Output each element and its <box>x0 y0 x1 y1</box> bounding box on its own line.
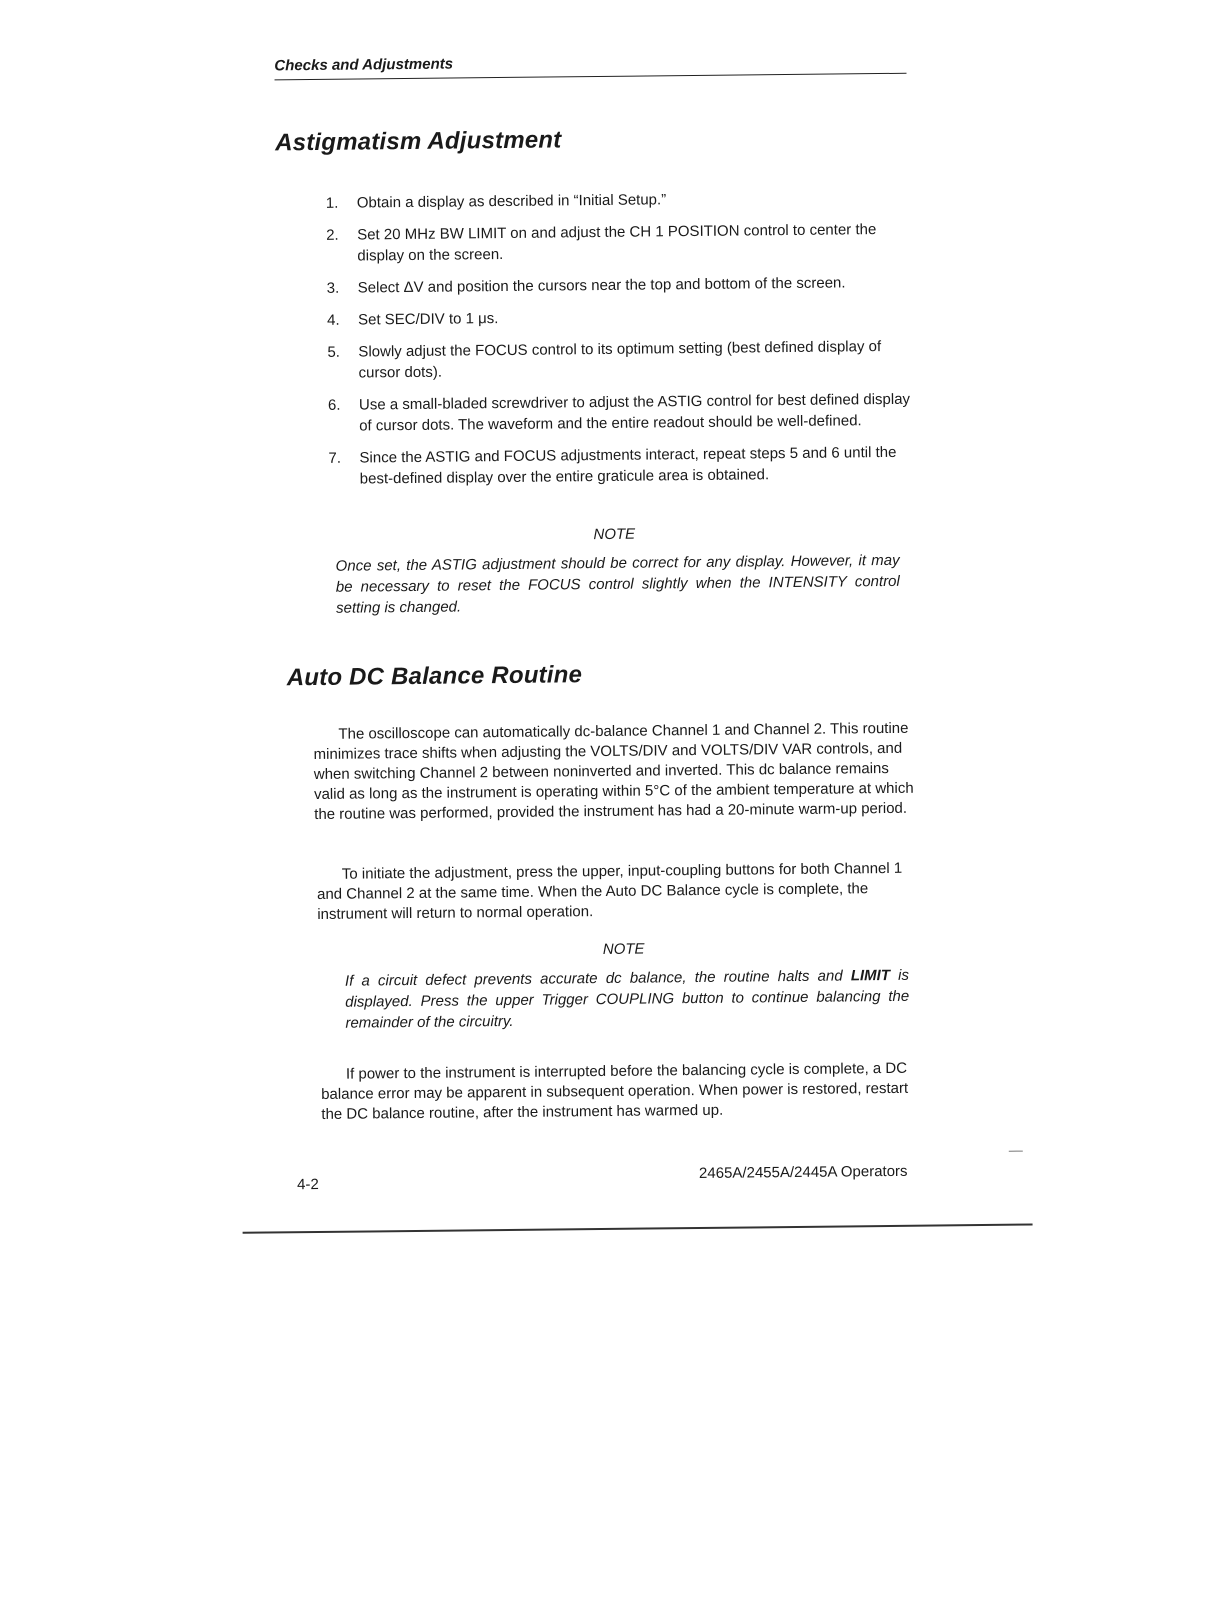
step-text: Since the ASTIG and FOCUS adjustments interact, repeat steps 5 and 6 until the best-defined display over the entire graticule area is obtained. <box>359 443 897 488</box>
edge-mark <box>1009 1151 1023 1152</box>
step-text: Set 20 MHz BW LIMIT on and adjust the CH 1 POSITION control to center the display on the screen. <box>357 221 877 265</box>
step-text: Set SEC/DIV to 1 μs. <box>357 310 499 329</box>
astigmatism-steps <box>326 187 919 501</box>
step-number: 6. <box>327 396 341 414</box>
note-text: Once set, the ASTIG adjustment should be correct for any display. However, it may be necessary to reset the FOCUS control slightly when the INTENSITY control setting is changed. <box>335 551 900 617</box>
step-number: 2. <box>326 226 339 244</box>
note-text-part: If a circuit defect prevents accurate dc balance, the routine halts and <box>344 967 851 990</box>
note-label: NOTE <box>602 940 645 958</box>
step-item <box>328 442 918 490</box>
step-text: Select ΔV and position the cursors near the top and bottom of the screen. <box>357 274 846 297</box>
step-number: 5. <box>327 343 340 361</box>
step-item <box>326 219 916 267</box>
astigmatism-title: Astigmatism Adjustment <box>275 126 562 157</box>
step-item <box>327 336 917 384</box>
paragraph: The oscilloscope can automatically dc-balance Channel 1 and Channel 2. This routine minimizes trace shifts when adjusting the VOLTS/DIV and VOLTS/DIV VAR controls, and when switching Channel 2 between noninverted and inverted. This dc balance remains valid as long as the instrument is operating within 5°C of the ambient temperature at which the routine was performed, provided the instrument has had a 20-minute warm-up period. <box>313 719 914 824</box>
step-text: Slowly adjust the FOCUS control to its optimum setting (best defined display of cursor dots). <box>358 338 882 382</box>
step-item <box>327 272 917 299</box>
footer-rule <box>243 1224 1033 1234</box>
note-text-part: is displayed. Press the upper Trigger COUPLING button to continue balancing the remainder of the circuitry. <box>345 966 910 1032</box>
paragraph: If power to the instrument is interrupted before the balancing cycle is complete, a DC balance error may be apparent in subsequent operation. When power is restored, restart the DC balance routine, after the instrument has warmed up. <box>321 1059 909 1123</box>
step-number: 1. <box>325 194 339 212</box>
step-item <box>327 304 917 331</box>
auto-dc-balance-title: Auto DC Balance Routine <box>286 661 583 692</box>
step-number: 4. <box>326 311 340 329</box>
step-item <box>326 187 916 214</box>
manual-title: 2465A/2455A/2445A Operators <box>698 1162 908 1182</box>
step-text: Use a small-bladed screwdriver to adjust the ASTIG control for best defined display of cursor dots. The waveform and the entire readout should be well-defined. <box>358 390 911 435</box>
header-rule <box>275 73 907 81</box>
step-number: 7. <box>328 449 342 467</box>
note-label: NOTE <box>593 525 636 544</box>
page-number: 4-2 <box>297 1175 319 1194</box>
step-text: Obtain a display as described in “Initial Setup.” <box>356 191 667 212</box>
running-header: Checks and Adjustments <box>274 55 454 75</box>
step-number: 3. <box>326 279 340 297</box>
note-text <box>345 965 910 1034</box>
step-item <box>328 389 918 437</box>
limit-keyword: LIMIT <box>850 966 891 985</box>
paragraph: To initiate the adjustment, press the upper, input-coupling buttons for both Channel 1 and Channel 2 at the same time. When the Auto DC Balance cycle is complete, the instrument will return to normal operation. <box>316 859 903 923</box>
